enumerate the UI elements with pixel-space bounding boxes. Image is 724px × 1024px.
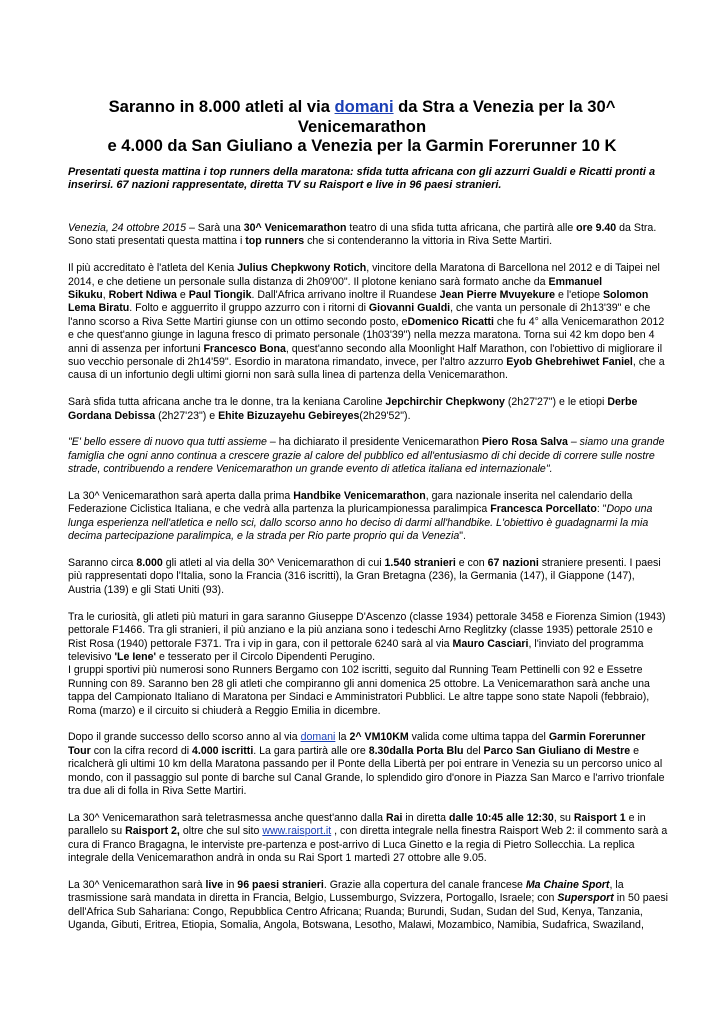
paragraph-president-quote: "E' bello essere di nuovo qua tutti assieme – ha dichiarato il presidente Venicemarathon Piero Rosa Salva – siamo una grande famiglia che ogni anno continua a crescere grazie al calore del pubblico ed all'entusiasmo di chi decide di correre sulle nostre strade, contribuendo a rendere Venicemarathon un grande evento di atletica italiana ed internazionale". <box>68 436 665 476</box>
paragraph-handbike: La 30^ Venicemarathon sarà aperta dalla prima Handbike Venicemarathon, gara nazionale inserita nel calendario della Federazione Ciclistica Italiana, e che vedrà alla partenza la pluricampionessa paralimpica Francesca Porcellato: "Dopo una lunga esperienza nell'atletica e nello sci, dallo scorso anno ho deciso di darmi all'handbike. L'obiettivo è guadagnarmi la mia decima partecipazione paralimpica, e la strada per Rio parte proprio qui da Venezia". <box>68 490 653 543</box>
title-line-2: Venicemarathon <box>297 116 427 136</box>
paragraph-curiosities: Tra le curiosità, gli atleti più maturi in gara saranno Giuseppe D'Ascenzo (classe 1934) pettorale 3458 e Fiorenza Simion (1943) pettorale F1466. Tra gli stranieri, il più anziano e la più anziana sono i tedeschi Arno Reglitzky (classe 1935) pettorale 2510 e Rist Rosa (1940) pettorale F371. Tra i vip in gara, con il pettorale 6240 sarà al via Mauro Casciari, l'inviato del programma televisivo 'Le Iene' e tesserato per il Circolo Dipendenti Perugino. I gruppi sportivi più numerosi sono Runners Bergamo con 102 iscritti, seguito dal Running Team Pettinelli con 92 e Essetre Running con 89. Saranno ben 28 gli atleti che compiranno gli anni domenica 25 ottobre. La Venicemarathon sarà anche una tappa del Campionato Italiano di Maratona per Sindaci e Amministratori Pubblici. Le altre tappe sono state Napoli (febbraio), Roma (marzo) e il circuito si chiuderà a Reggio Emilia in dicembre. <box>68 610 666 717</box>
paragraph-international-live: La 30^ Venicemarathon sarà live in 96 paesi stranieri. Grazie alla copertura del canale francese Ma Chaine Sport, la trasmissione sarà mandata in diretta in Francia, Belgio, Lussemburgo, Svizzera, Portogallo, Israele; con Supersport in 50 paesi dell'Africa Sub Sahariana: Congo, Repubblica Centro Africana; Ruanda; Burundi, Sudan, Sudan del Sud, Kenya, Tanzania, Uganda, Gibuti, Eritrea, Etiopia, Somalia, Angola, Botswana, Lesotho, Malawi, Mozambico, Namibia, Sudafrica, Swaziland, <box>68 878 669 931</box>
lead-line-1: Presentati questa mattina i top runners della maratona: sfida tutta africana con gli azzurri Gualdi e Ricatti pronti a <box>68 166 656 178</box>
domani-link[interactable]: domani <box>334 97 394 117</box>
title-line-1: Saranno in 8.000 atleti al via domani da Stra a Venezia per la 30^ <box>108 97 616 117</box>
title-line-3: e 4.000 da San Giuliano a Venezia per la Garmin Forerunner 10 K <box>107 136 617 156</box>
dateline: Venezia, 24 ottobre 2015 <box>68 222 186 234</box>
lead-summary <box>68 166 658 193</box>
paragraph-vm10km: Dopo il grande successo dello scorso anno al via domani la 2^ VM10KM valida come ultima tappa del Garmin Forerunner Tour con la cifra record di 4.000 iscritti. La gara partirà alle ore 8.30dalla Porta Blu del Parco San Giuliano di Mestre e ricalcherà gli ultimi 10 km della Maratona passando per il Ponte della Libertà per poi entrare in Venezia su un percorso unico al mondo, con il passaggio sul ponte di barche sul Canal Grande, lo splendido giro d'onore in Piazza San Marco e l'arrivo trionfale tra due ali di folla in Riva Sette Martiri. <box>68 731 665 797</box>
lead-line-2: inserirsi. 67 nazioni rappresentate, diretta TV su Raisport e live in 96 paesi stranieri. <box>68 179 502 192</box>
paragraph-women-field: Sarà sfida tutta africana anche tra le donne, tra la keniana Caroline Jepchirchir Chepkwony (2h27'27") e le etiopi Derbe Gordana Debissa (2h27'23") e Ehite Bizuzayehu Gebireyes(2h29'52"). <box>68 396 638 422</box>
domani-inline-link[interactable]: domani <box>300 731 336 744</box>
paragraph-men-field: Il più accreditato è l'atleta del Kenia Julius Chepkwony Rotich, vincitore della Maratona di Barcellona nel 2012 e di Taipei nel 2014, e che detiene un personale sulla distanza di 2h09'00". Il plotone keniano sarà formato anche da Emmanuel Sikuku, Robert Ndiwa e Paul Tiongik. Dall'Africa arrivano inoltre il Ruandese Jean Pierre Mvuyekure e l'etiope Solomon Lema Biratu. Folto e agguerrito il gruppo azzurro con i ritorni di Giovanni Gualdi, che vanta un personale di 2h13'39" e che l'anno scorso a Riva Sette Martiri giunse con un ottimo secondo posto, eDomenico Ricatti che fu 4° alla Venicemarathon 2012 e che quest'anno giunge in laguna fresco di primato personale (1h03'39") nella mezza maratona. Torna sui 42 km dopo ben 4 anni di assenza per infortuni Francesco Bona, quest'anno secondo alla Moonlight Half Marathon, con l'obiettivo di migliorare il suo vecchio personale di 2h14'59". Esordio in maratona rimandato, invece, per l'altro azzurro Eyob Ghebrehiwet Faniel, che a causa di un infortunio degli ultimi giorni non sarà sulla linea di partenza della Venicemarathon. <box>68 262 665 382</box>
press-release-title <box>60 97 664 156</box>
raisport-link[interactable]: www.raisport.it <box>262 825 332 838</box>
paragraph-intro: Venezia, 24 ottobre 2015 – Sarà una 30^ Venicemarathon teatro di una sfida tutta africana, che partirà alle ore 9.40 da Stra. Sono stati presentati questa mattina i top runners che si contenderanno la vittoria in Riva Sette Martiri. <box>68 222 657 248</box>
paragraph-tv-coverage: La 30^ Venicemarathon sarà teletrasmessa anche quest'anno dalla Rai in diretta dalle 10:45 alle 12:30, su Raisport 1 e in parallelo su Raisport 2, oltre che sul sito www.raisport.it , con diretta integrale nella finestra Raisport Web 2: il commento sarà a cura di Franco Bragagna, le interviste pre-partenza e post-arrivo di Luca Ginetto e la regia di Pietro Sollecchia. La replica integrale della Venicemarathon andrà in onda su Rai Sport 1 martedì 27 ottobre alle 9.05. <box>68 811 668 864</box>
paragraph-participants: Saranno circa 8.000 gli atleti al via della 30^ Venicemarathon di cui 1.540 stranieri e con 67 nazioni straniere presenti. I paesi più rappresentati dopo l'Italia, sono la Francia (316 iscritti), la Gran Bretagna (236), la Germania (147), il Giappone (147), Austria (139) e gli Stati Uniti (93). <box>68 557 661 596</box>
article-body <box>68 222 688 932</box>
